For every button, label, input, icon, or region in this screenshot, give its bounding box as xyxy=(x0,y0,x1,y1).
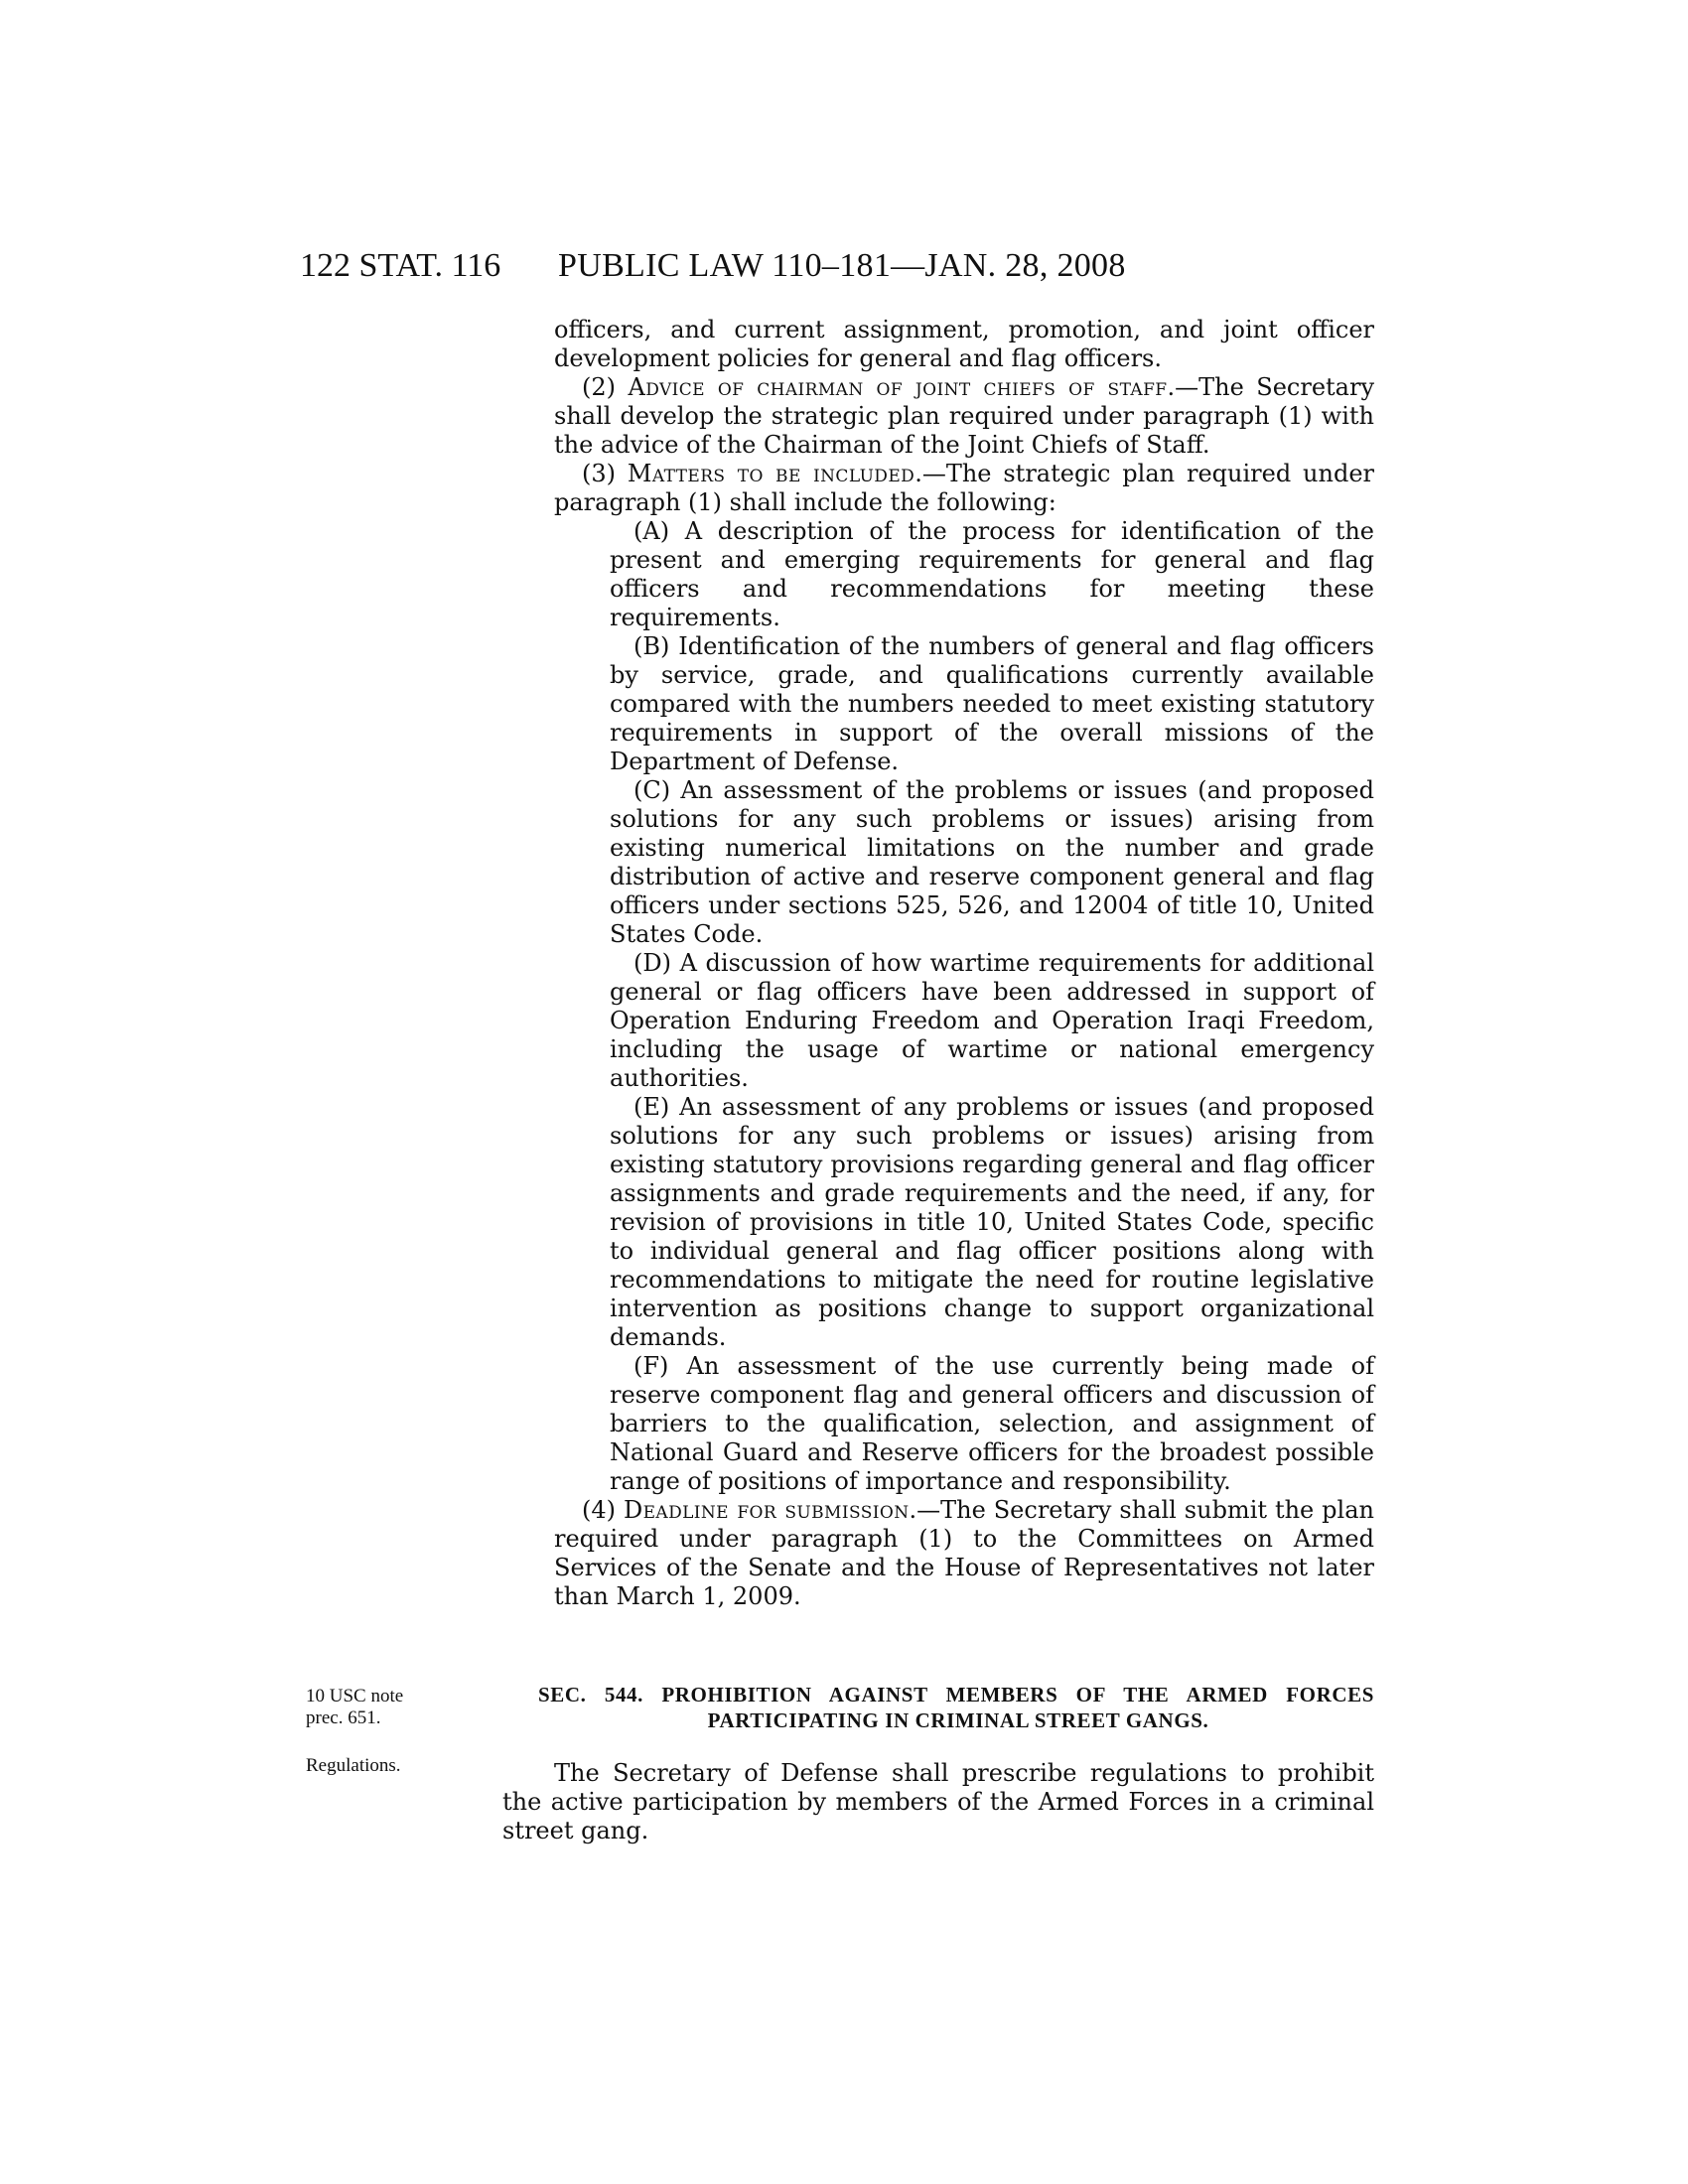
running-title: PUBLIC LAW 110–181—JAN. 28, 2008 xyxy=(558,247,1126,284)
continuation-text: officers, and current assignment, promotion, and joint officer development policies for general and flag officers. xyxy=(554,316,1374,372)
paragraph-text: The Secretary shall develop the strategic plan required under paragraph (1) with the advice of the Chairman of the Joint Chiefs of Staff. xyxy=(554,373,1375,459)
subparagraph-d: (D) A discussion of how wartime requirements for additional general or flag officers have been addressed in support of Operation Enduring Freedom and Operation Iraqi Freedom, including the usage of wartime or national emergency authorities. xyxy=(610,949,1374,1092)
main-text-block xyxy=(554,316,1374,1611)
margin-note-usc-line2: prec. 651. xyxy=(306,1707,381,1728)
paragraph-number: (2) xyxy=(582,373,629,401)
subparagraph-b: (B) Identification of the numbers of general and flag officers by service, grade, and qualifications currently available compared with the numbers needed to meet existing statutory requirements in support of the overall missions of the Department of Defense. xyxy=(610,632,1374,775)
margin-note-usc xyxy=(306,1686,455,1729)
margin-note-regulations: Regulations. xyxy=(306,1755,401,1776)
statute-page-number: 122 STAT. 116 xyxy=(300,247,501,284)
paragraph-number: (3) xyxy=(582,460,628,487)
heading-dash: .— xyxy=(1167,373,1199,401)
paragraph-number: (4) xyxy=(582,1496,624,1524)
section-heading-line1: SEC. 544. PROHIBITION AGAINST MEMBERS OF THE ARMED FORCES xyxy=(538,1683,1374,1706)
heading-dash: .— xyxy=(909,1496,941,1524)
paragraph-2 xyxy=(554,373,1374,460)
paragraph-3 xyxy=(554,460,1374,517)
paragraph-text: The Secretary shall submit the plan required under paragraph (1) to the Committees on Armed Services of the Senate and the House of Representatives not later than March 1, 2009. xyxy=(554,1496,1374,1610)
section-body: The Secretary of Defense shall prescribe regulations to prohibit the active participation by members of the Armed Forces in a criminal street gang. xyxy=(502,1759,1374,1844)
paragraph-4 xyxy=(554,1496,1374,1611)
section-heading xyxy=(502,1682,1374,1733)
paragraph-heading: Deadline for submission xyxy=(623,1496,910,1524)
page-header xyxy=(0,246,1688,286)
paragraph-heading: Advice of chairman of joint chiefs of staff xyxy=(628,373,1168,401)
paragraph-text: The strategic plan required under paragraph (1) shall include the following: xyxy=(554,460,1375,516)
heading-dash: .— xyxy=(914,460,946,487)
section-heading-line2: PARTICIPATING IN CRIMINAL STREET GANGS. xyxy=(707,1708,1209,1732)
subparagraph-e: (E) An assessment of any problems or issues (and proposed solutions for any such problems or issues) arising from existing statutory provisions regarding general and flag officer assignments and grade requirements and the need, if any, for revision of provisions in title 10, United States Code, specific to individual general and flag officer positions along with recommendations to mitigate the need for routine legislative intervention as positions change to support organizational demands. xyxy=(610,1093,1374,1351)
margin-note-usc-line1: 10 USC note xyxy=(306,1686,404,1706)
subparagraph-a: (A) A description of the process for identification of the present and emerging requirements for general and flag officers and recommendations for meeting these requirements. xyxy=(610,517,1374,631)
paragraph-heading: Matters to be included xyxy=(627,460,915,487)
section-544 xyxy=(502,1682,1374,1845)
subparagraph-c: (C) An assessment of the problems or issues (and proposed solutions for any such problems or issues) arising from existing numerical limitations on the number and grade distribution of active and reserve component general and flag officers under sections 525, 526, and 12004 of title 10, United States Code. xyxy=(610,776,1374,948)
subparagraph-f: (F) An assessment of the use currently being made of reserve component flag and general officers and discussion of barriers to the qualification, selection, and assignment of National Guard and Reserve officers for the broadest possible range of positions of importance and responsibility. xyxy=(610,1352,1374,1495)
